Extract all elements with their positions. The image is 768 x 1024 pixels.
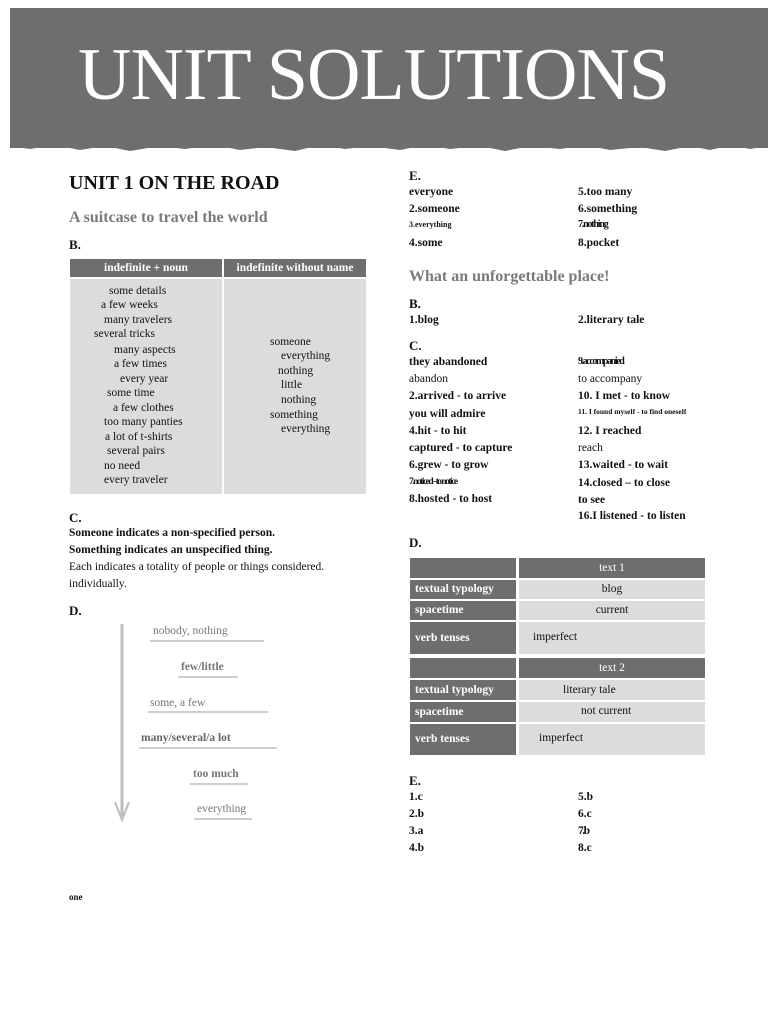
exercise-label-b: B.	[69, 237, 81, 252]
answer-line: Someone indicates a non-specified person.	[69, 527, 276, 539]
exercise-label-e: E.	[409, 168, 421, 183]
exercise-label-e: E.	[409, 773, 421, 788]
answer-item: 3.a	[409, 825, 424, 837]
table-cell: current	[519, 601, 705, 620]
answer-item: captured - to capture	[409, 442, 513, 454]
answer-item: 4.some	[409, 237, 443, 249]
answer-item: 7.nothing	[578, 219, 608, 230]
table-row-label: textual typology	[410, 580, 516, 599]
table-row-label: spacetime	[410, 702, 516, 722]
list-item: several tricks	[94, 328, 155, 340]
exercise-label-c: C.	[409, 338, 422, 353]
answer-item: 12. I reached	[578, 425, 642, 437]
answer-line: individually.	[69, 578, 127, 590]
table-cell: blog	[519, 580, 705, 599]
answer-item: abandon	[409, 373, 448, 385]
answer-item: everyone	[409, 186, 454, 198]
answer-item: 8.pocket	[578, 237, 620, 249]
list-item: everything	[281, 423, 331, 435]
scale-item: some, a few	[150, 697, 206, 709]
answer-item: 8.c	[578, 842, 592, 854]
answer-item: 11. I found myself - to find oneself	[578, 407, 687, 416]
scale-underline	[194, 818, 252, 820]
answer-item: 8.hosted - to host	[409, 493, 493, 505]
list-item: little	[281, 379, 303, 391]
list-item: nothing	[278, 365, 314, 377]
answer-item: you will admire	[409, 408, 486, 420]
answer-item: 4.hit - to hit	[409, 425, 467, 437]
answer-item: 7.noticed - to notice	[409, 477, 457, 487]
answer-item: 16.I listened - to listen	[578, 510, 686, 522]
list-item: no need	[104, 460, 141, 472]
exercise-label-c: C.	[69, 510, 82, 525]
torn-paper-edge	[10, 140, 768, 154]
table-row-label: spacetime	[410, 601, 516, 620]
list-item: some details	[109, 285, 167, 297]
answer-item: 6.c	[578, 808, 592, 820]
list-item: many travelers	[104, 314, 173, 326]
table-row-label: verb tenses	[410, 724, 516, 755]
list-item: many aspects	[114, 344, 176, 356]
table-cell: literary tale	[519, 680, 705, 700]
list-item: every year	[120, 373, 169, 385]
list-item: someone	[270, 336, 311, 348]
table-cell: imperfect	[519, 724, 705, 755]
answer-item: 14.closed – to close	[578, 477, 670, 489]
answer-item: to see	[578, 494, 606, 506]
table-cell: imperfect	[519, 622, 705, 654]
answer-item: 2.literary tale	[578, 314, 645, 326]
list-item: some time	[107, 387, 155, 399]
table-cell: not current	[519, 702, 705, 722]
list-item: several pairs	[107, 445, 165, 457]
table-row-label: textual typology	[410, 680, 516, 700]
list-item: every traveler	[104, 474, 168, 486]
answer-item: to accompany	[578, 373, 643, 385]
table-corner	[410, 558, 516, 578]
list-item: something	[270, 409, 318, 421]
scale-arrow-icon	[112, 624, 132, 824]
list-item: a few times	[114, 358, 168, 370]
table-header: text 2	[519, 658, 705, 678]
page-title: UNIT SOLUTIONS	[78, 34, 670, 116]
section-subtitle: A suitcase to travel the world	[69, 209, 268, 226]
list-item: a few clothes	[113, 402, 174, 414]
list-item: everything	[281, 350, 331, 362]
scale-underline	[148, 711, 268, 713]
answer-item: 9.accompanied	[578, 356, 624, 367]
answer-item: 13.waited - to wait	[578, 459, 669, 471]
answer-item: 1.c	[409, 791, 423, 803]
answer-line: Something indicates an unspecified thing.	[69, 544, 273, 556]
exercise-label-d: D.	[69, 603, 82, 618]
scale-underline	[190, 783, 248, 785]
answer-item: 2.someone	[409, 203, 460, 215]
table-corner	[410, 658, 516, 678]
answer-item: 2.b	[409, 808, 425, 820]
list-item: too many panties	[104, 416, 183, 428]
scale-item: few/little	[181, 661, 224, 673]
answer-item: reach	[578, 442, 603, 454]
answer-item: 2.arrived - to arrive	[409, 390, 507, 402]
table-row-label: verb tenses	[410, 622, 516, 654]
table-header-col2: indefinite without name	[224, 259, 366, 277]
list-item: nothing	[281, 394, 317, 406]
list-item: a lot of t-shirts	[105, 431, 173, 443]
answer-item: 6.something	[578, 203, 638, 215]
scale-item: nobody, nothing	[153, 625, 228, 637]
scale-underline	[150, 640, 264, 642]
scale-item: everything	[197, 803, 247, 815]
answer-item: 5.b	[578, 791, 594, 803]
list-item: a few weeks	[101, 299, 158, 311]
scale-underline	[178, 676, 238, 678]
answer-item: 1.blog	[409, 314, 439, 326]
page-footer: one	[69, 892, 83, 902]
exercise-label-d: D.	[409, 535, 422, 550]
scale-item: many/several/a lot	[141, 732, 231, 744]
answer-item: 4.b	[409, 842, 425, 854]
table-header: text 1	[519, 558, 705, 578]
scale-underline	[139, 747, 277, 749]
answer-item: 7.b	[578, 825, 589, 837]
answer-item: 6.grew - to grow	[409, 459, 489, 471]
unit-heading: UNIT 1 ON THE ROAD	[69, 172, 280, 194]
exercise-label-b: B.	[409, 296, 421, 311]
answer-item: 3.everything	[409, 220, 452, 229]
scale-item: too much	[193, 768, 239, 780]
answer-item: 10. I met - to know	[578, 390, 670, 402]
answer-item: they abandoned	[409, 356, 488, 368]
answer-line: Each indicates a totality of people or things considered.	[69, 561, 325, 573]
table-header-col1: indefinite + noun	[70, 259, 222, 277]
section-subtitle: What an unforgettable place!	[409, 268, 610, 285]
answer-item: 5.too many	[578, 186, 633, 198]
